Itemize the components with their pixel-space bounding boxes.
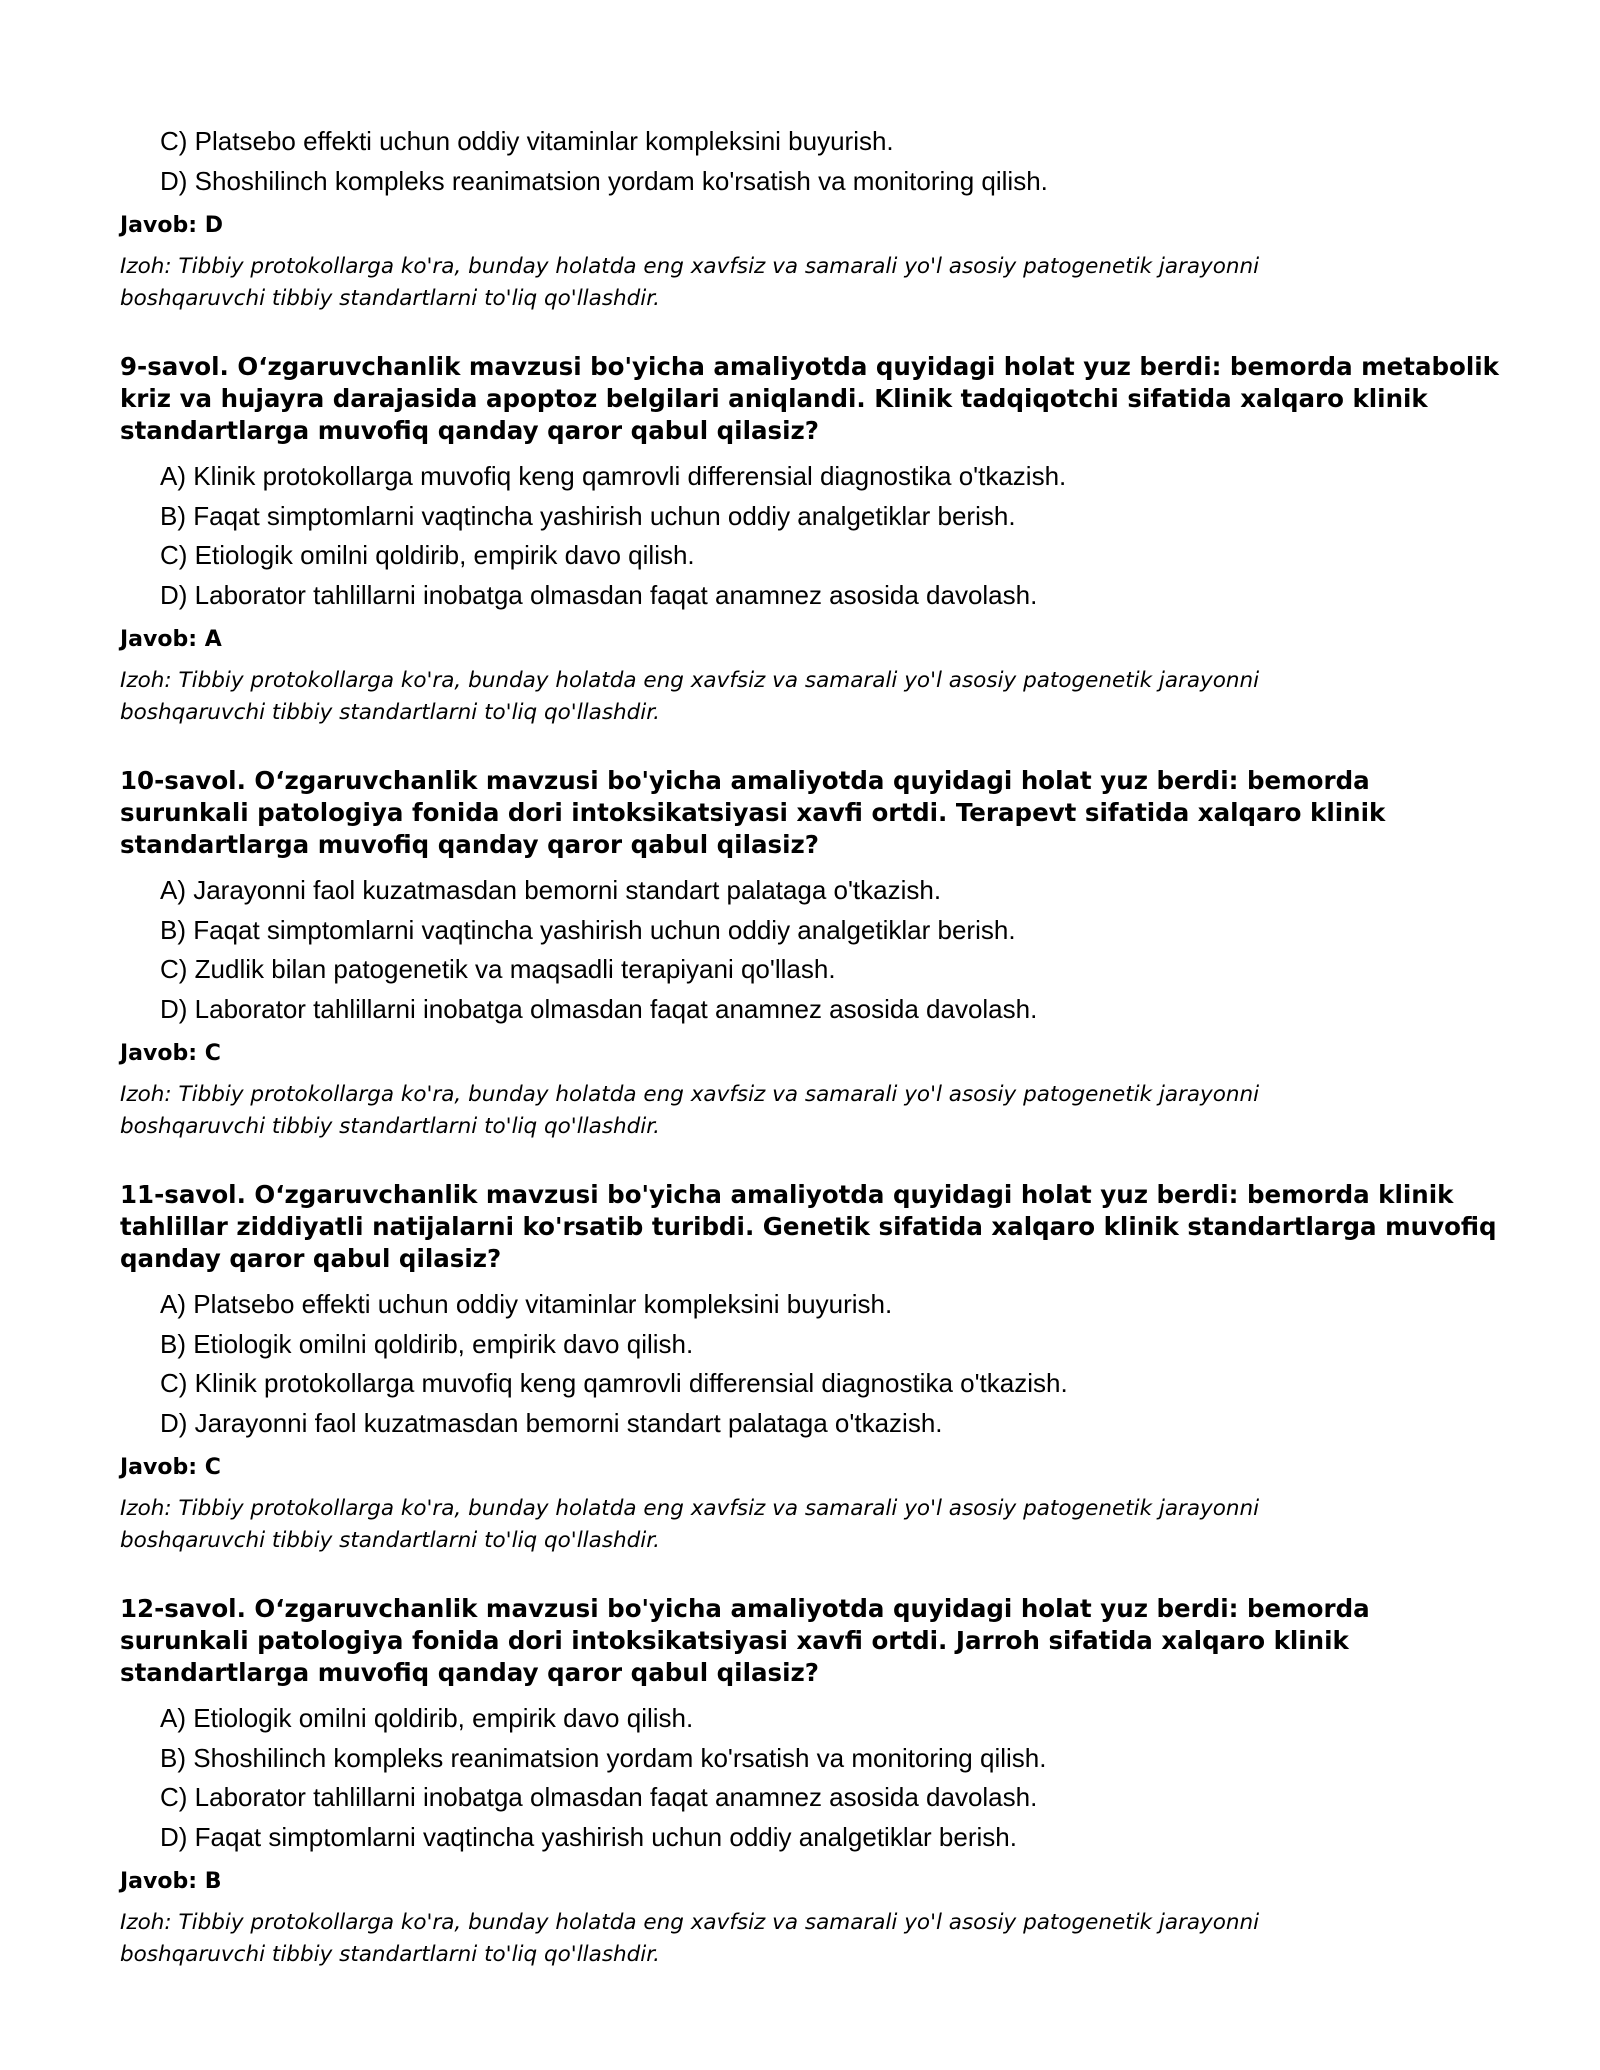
answer-label: Javob: D [120, 213, 223, 238]
option-b: B) Faqat simptomlarni vaqtincha yashirish uchun oddiy analgetiklar berish. [160, 914, 1016, 945]
option-d: D) Shoshilinch kompleks reanimatsion yordam ko'rsatish va monitoring qilish. [160, 165, 1048, 196]
explanation-note [120, 665, 1500, 729]
option-b: B) Etiologik omilni qoldirib, empirik davo qilish. [160, 1328, 694, 1359]
note-line: Izoh: Tibbiy protokollarga ko'ra, bunday holatda eng xavfsiz va samarali yo'l asosiy patogenetik jarayonni [120, 1910, 1260, 1935]
option-b: B) Faqat simptomlarni vaqtincha yashirish uchun oddiy analgetiklar berish. [160, 500, 1016, 531]
question-line: standartlarga muvofiq qanday qaror qabul qilasiz? [120, 416, 819, 445]
question-11 [120, 1179, 1500, 1557]
note-line: boshqaruvchi tibbiy standartlarni to'liq qo'llashdir. [120, 1528, 660, 1553]
note-line: boshqaruvchi tibbiy standartlarni to'liq qo'llashdir. [120, 700, 660, 725]
question-line: surunkali patologiya fonida dori intoksikatsiyasi xavfi ortdi. Jarroh sifatida xalqaro klinik [120, 1626, 1349, 1655]
option-d: D) Laborator tahlillarni inobatga olmasdan faqat anamnez asosida davolash. [160, 993, 1038, 1024]
option-d: D) Jarayonni faol kuzatmasdan bemorni standart palataga o'tkazish. [160, 1407, 943, 1438]
option-c: C) Klinik protokollarga muvofiq keng qamrovli differensial diagnostika o'tkazish. [160, 1368, 1068, 1398]
option-a: A) Klinik protokollarga muvofiq keng qamrovli differensial diagnostika o'tkazish. [160, 461, 1067, 491]
question-line: kriz va hujayra darajasida apoptoz belgilari aniqlandi. Klinik tadqiqotchi sifatida xalqaro klinik [120, 384, 1428, 413]
answer-label: Javob: C [120, 1455, 221, 1480]
note-line: Izoh: Tibbiy protokollarga ko'ra, bunday holatda eng xavfsiz va samarali yo'l asosiy patogenetik jarayonni [120, 1082, 1260, 1107]
question-line: standartlarga muvofiq qanday qaror qabul qilasiz? [120, 830, 819, 859]
answer-label: Javob: B [120, 1869, 222, 1894]
option-c: C) Platsebo effekti uchun oddiy vitaminlar kompleksini buyurish. [160, 126, 894, 156]
question-10 [120, 765, 1500, 1143]
option-d: D) Faqat simptomlarni vaqtincha yashirish uchun oddiy analgetiklar berish. [160, 1821, 1017, 1852]
question-line: 11-savol. O‘zgaruvchanlik mavzusi bo'yicha amaliyotda quyidagi holat yuz berdi: bemorda klinik [120, 1180, 1454, 1209]
note-line: boshqaruvchi tibbiy standartlarni to'liq qo'llashdir. [120, 1942, 660, 1967]
question-line: surunkali patologiya fonida dori intoksikatsiyasi xavfi ortdi. Terapevt sifatida xalqaro klinik [120, 798, 1386, 827]
option-c: C) Zudlik bilan patogenetik va maqsadli terapiyani qo'llash. [160, 954, 836, 984]
question-line: 9-savol. O‘zgaruvchanlik mavzusi bo'yicha amaliyotda quyidagi holat yuz berdi: bemorda metabolik [120, 352, 1499, 381]
answer-label: Javob: C [120, 1041, 221, 1066]
question-8-fragment [120, 122, 1500, 315]
explanation-note [120, 251, 1500, 315]
note-line: Izoh: Tibbiy protokollarga ko'ra, bunday holatda eng xavfsiz va samarali yo'l asosiy patogenetik jarayonni [120, 1496, 1260, 1521]
question-12 [120, 1593, 1500, 1971]
option-a: A) Etiologik omilni qoldirib, empirik davo qilish. [160, 1703, 694, 1733]
document-page [120, 122, 1500, 1971]
option-a: A) Jarayonni faol kuzatmasdan bemorni standart palataga o'tkazish. [160, 875, 942, 905]
question-9 [120, 351, 1500, 729]
answer-label: Javob: A [120, 627, 222, 652]
note-line: boshqaruvchi tibbiy standartlarni to'liq qo'llashdir. [120, 286, 660, 311]
note-line: boshqaruvchi tibbiy standartlarni to'liq qo'llashdir. [120, 1114, 660, 1139]
question-line: 10-savol. O‘zgaruvchanlik mavzusi bo'yicha amaliyotda quyidagi holat yuz berdi: bemorda [120, 766, 1370, 795]
question-text [120, 1179, 1500, 1275]
question-line: 12-savol. O‘zgaruvchanlik mavzusi bo'yicha amaliyotda quyidagi holat yuz berdi: bemorda [120, 1594, 1370, 1623]
question-text [120, 1593, 1500, 1689]
option-b: B) Shoshilinch kompleks reanimatsion yordam ko'rsatish va monitoring qilish. [160, 1742, 1047, 1773]
question-line: qanday qaror qabul qilasiz? [120, 1244, 502, 1273]
explanation-note [120, 1907, 1500, 1971]
question-line: standartlarga muvofiq qanday qaror qabul qilasiz? [120, 1658, 819, 1687]
option-c: C) Etiologik omilni qoldirib, empirik davo qilish. [160, 540, 695, 570]
option-a: A) Platsebo effekti uchun oddiy vitaminlar kompleksini buyurish. [160, 1289, 893, 1319]
explanation-note [120, 1079, 1500, 1143]
question-line: tahlillar ziddiyatli natijalarni ko'rsatib turibdi. Genetik sifatida xalqaro klinik standartlarga muvofiq [120, 1212, 1497, 1241]
option-c: C) Laborator tahlillarni inobatga olmasdan faqat anamnez asosida davolash. [160, 1782, 1038, 1812]
note-line: Izoh: Tibbiy protokollarga ko'ra, bunday holatda eng xavfsiz va samarali yo'l asosiy patogenetik jarayonni [120, 254, 1260, 279]
note-line: Izoh: Tibbiy protokollarga ko'ra, bunday holatda eng xavfsiz va samarali yo'l asosiy patogenetik jarayonni [120, 668, 1260, 693]
explanation-note [120, 1493, 1500, 1557]
option-d: D) Laborator tahlillarni inobatga olmasdan faqat anamnez asosida davolash. [160, 579, 1038, 610]
question-text [120, 351, 1500, 447]
question-text [120, 765, 1500, 861]
